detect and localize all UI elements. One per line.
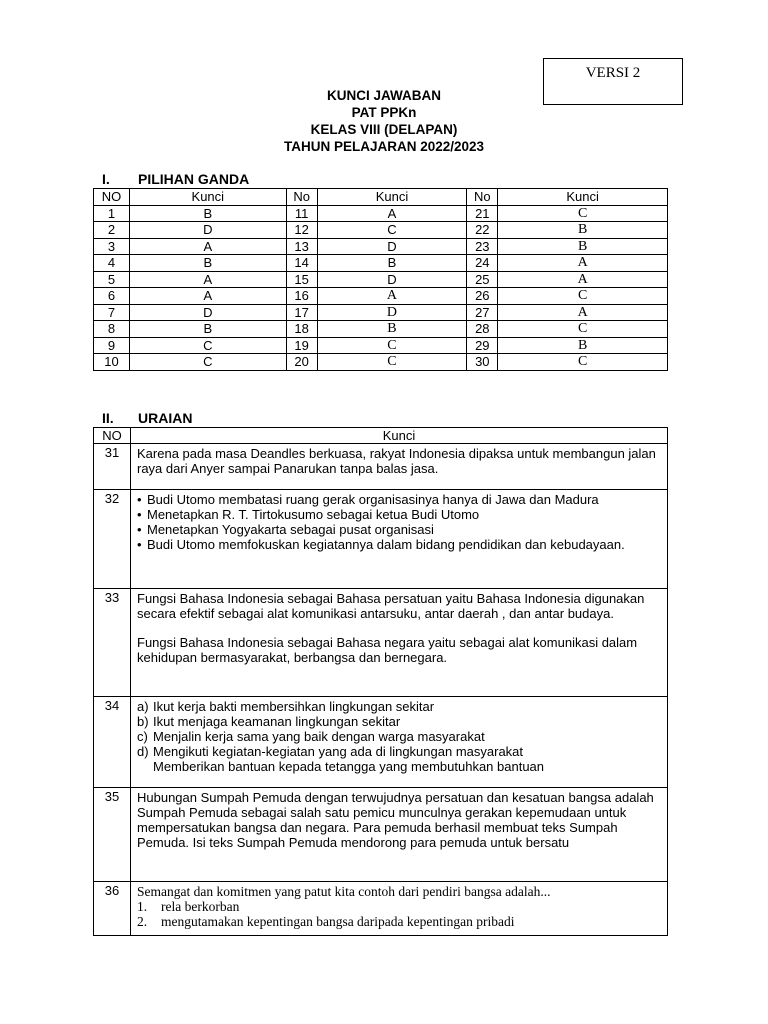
answer-key: B [129,205,286,222]
table-row [94,490,668,589]
list-marker: b) [137,714,149,729]
document-title [0,87,768,155]
answer-key: D [317,304,467,321]
header-kunci: Kunci [498,189,668,206]
list-item [137,522,661,537]
answer-key: D [317,271,467,288]
question-number: 25 [467,271,498,288]
answer-text: Hubungan Sumpah Pemuda dengan terwujudnya persatuan dan kesatuan bangsa adalah Sumpah Pemuda sebagai salah satu pemicu munculnya gerakan kepemudaan untuk mempersatukan bangsa dan negara. Para pemuda berhasil membuat teks Sumpah Pemuda. Isi teks Sumpah Pemuda mendorong para pemuda untuk bersatu [137,790,654,850]
table-header-row [94,189,668,206]
question-number: 7 [94,304,130,321]
question-number: 15 [286,271,317,288]
question-number: 5 [94,271,130,288]
title-line-3: KELAS VIII (DELAPAN) [310,122,458,137]
answer-key: B [129,321,286,338]
list-item-text: Budi Utomo memfokuskan kegiatannya dalam bidang pendidikan dan kebudayaan. [147,537,625,552]
list-item [137,744,661,759]
answer-key: C [317,337,467,354]
question-number: 26 [467,288,498,305]
answer-key: C [129,337,286,354]
question-number: 17 [286,304,317,321]
list-item-text: Menetapkan R. T. Tirtokusumo sebagai ketua Budi Utomo [147,507,480,522]
section-title: PILIHAN GANDA [138,171,250,187]
question-number: 22 [467,222,498,239]
section-number: II. [102,410,114,426]
list-item [137,714,661,729]
bullet-icon: • [137,507,142,522]
answer-intro: Semangat dan komitmen yang patut kita contoh dari pendiri bangsa adalah... [137,884,551,899]
question-number: 23 [467,238,498,255]
header-kunci: Kunci [131,428,668,444]
title-line-2: PAT PPKn [351,105,417,120]
question-number: 33 [94,589,131,697]
answer-key: C [129,354,286,371]
title-line-4: TAHUN PELAJARAN 2022/2023 [283,139,485,154]
answer-key: C [317,354,467,371]
answer-key: C [317,222,467,239]
multiple-choice-answer-table [93,188,668,371]
section-heading-multiple-choice [102,171,249,187]
question-number: 21 [467,205,498,222]
list-item-text: Ikut menjaga keamanan lingkungan sekitar [153,714,401,729]
question-number: 24 [467,255,498,272]
title-line-1: KUNCI JAWABAN [326,88,441,103]
answer-key: A [317,288,467,305]
answer-key: B [498,222,668,239]
question-number: 28 [467,321,498,338]
list-marker: 2. [137,914,148,929]
table-row [94,255,668,272]
essay-answer-table [93,427,668,936]
list-item-text: Menjalin kerja sama yang baik dengan warga masyarakat [153,729,485,744]
answer-paragraph-1: Fungsi Bahasa Indonesia sebagai Bahasa persatuan yaitu Bahasa Indonesia digunakan secara efektif sebagai alat komunikasi antarsuku, antar daerah , dan antar budaya. [137,591,645,621]
section-heading-essay [102,410,192,426]
answer-key: A [317,205,467,222]
list-item-extra: Memberikan bantuan kepada tetangga yang membutuhkan bantuan [153,759,545,774]
table-row [94,304,668,321]
list-marker: a) [137,699,149,714]
question-number: 34 [94,697,131,788]
bullet-icon: • [137,492,142,507]
section-number: I. [102,171,110,187]
question-number: 3 [94,238,130,255]
question-number: 6 [94,288,130,305]
list-item-text: mengutamakan kepentingan bangsa daripada kepentingan pribadi [161,914,515,929]
question-number: 16 [286,288,317,305]
question-number: 2 [94,222,130,239]
header-no: No [286,189,317,206]
list-item [137,507,661,522]
list-item [137,899,661,914]
answer-key: A [129,271,286,288]
answer-key: A [498,255,668,272]
table-row [94,788,668,882]
answer-cell [131,444,668,490]
question-number: 35 [94,788,131,882]
table-row [94,205,668,222]
table-row [94,337,668,354]
list-item [137,729,661,744]
question-number: 19 [286,337,317,354]
answer-key: A [129,288,286,305]
list-item-text: Menetapkan Yogyakarta sebagai pusat organisasi [147,522,434,537]
answer-cell [131,697,668,788]
answer-key: A [498,304,668,321]
answer-key: D [129,222,286,239]
header-no: NO [94,428,131,444]
question-number: 14 [286,255,317,272]
question-number: 36 [94,882,131,936]
question-number: 18 [286,321,317,338]
question-number: 31 [94,444,131,490]
question-number: 4 [94,255,130,272]
list-item [137,914,661,929]
answer-key: C [498,354,668,371]
answer-text: Karena pada masa Deandles berkuasa, rakyat Indonesia dipaksa untuk membangun jalan raya dari Anyer sampai Panarukan tanpa balas jasa. [137,446,656,476]
list-item-text: Ikut kerja bakti membersihkan lingkungan sekitar [153,699,435,714]
list-marker: 1. [137,899,148,914]
list-item [137,492,661,507]
answer-paragraph-2: Fungsi Bahasa Indonesia sebagai Bahasa negara yaitu sebagai alat komunikasi dalam kehidupan bermasyarakat, berbangsa dan bernegara. [137,635,638,665]
answer-key: D [129,304,286,321]
header-no: NO [94,189,130,206]
table-row [94,697,668,788]
section-title: URAIAN [138,410,193,426]
header-no: No [467,189,498,206]
table-row [94,444,668,490]
table-row [94,882,668,936]
answer-key: A [498,271,668,288]
table-row [94,288,668,305]
answer-key: B [317,321,467,338]
header-kunci: Kunci [129,189,286,206]
question-number: 27 [467,304,498,321]
table-row [94,589,668,697]
question-number: 9 [94,337,130,354]
version-box: VERSI 2 [543,58,683,105]
answer-key: B [129,255,286,272]
question-number: 12 [286,222,317,239]
answer-cell [131,490,668,589]
table-row [94,321,668,338]
answer-cell [131,882,668,936]
table-row [94,222,668,239]
question-number: 30 [467,354,498,371]
table-header-row [94,428,668,444]
list-marker: d) [137,744,149,759]
list-item-text: Budi Utomo membatasi ruang gerak organisasinya hanya di Jawa dan Madura [147,492,599,507]
list-item [137,537,661,552]
table-row [94,238,668,255]
answer-cell [131,589,668,697]
question-number: 29 [467,337,498,354]
list-marker: c) [137,729,148,744]
question-number: 13 [286,238,317,255]
header-kunci: Kunci [317,189,467,206]
answer-key: A [129,238,286,255]
question-number: 32 [94,490,131,589]
table-row [94,354,668,371]
answer-key: C [498,321,668,338]
question-number: 20 [286,354,317,371]
question-number: 10 [94,354,130,371]
answer-key: B [498,337,668,354]
answer-key: C [498,205,668,222]
answer-key: B [498,238,668,255]
list-item [137,699,661,714]
bullet-icon: • [137,522,142,537]
answer-key: D [317,238,467,255]
question-number: 8 [94,321,130,338]
answer-key: B [317,255,467,272]
list-item-text: Mengikuti kegiatan-kegiatan yang ada di lingkungan masyarakat [153,744,524,759]
list-item-text: rela berkorban [161,899,240,914]
bullet-icon: • [137,537,142,552]
question-number: 1 [94,205,130,222]
table-row [94,271,668,288]
answer-cell [131,788,668,882]
question-number: 11 [286,205,317,222]
answer-key: C [498,288,668,305]
